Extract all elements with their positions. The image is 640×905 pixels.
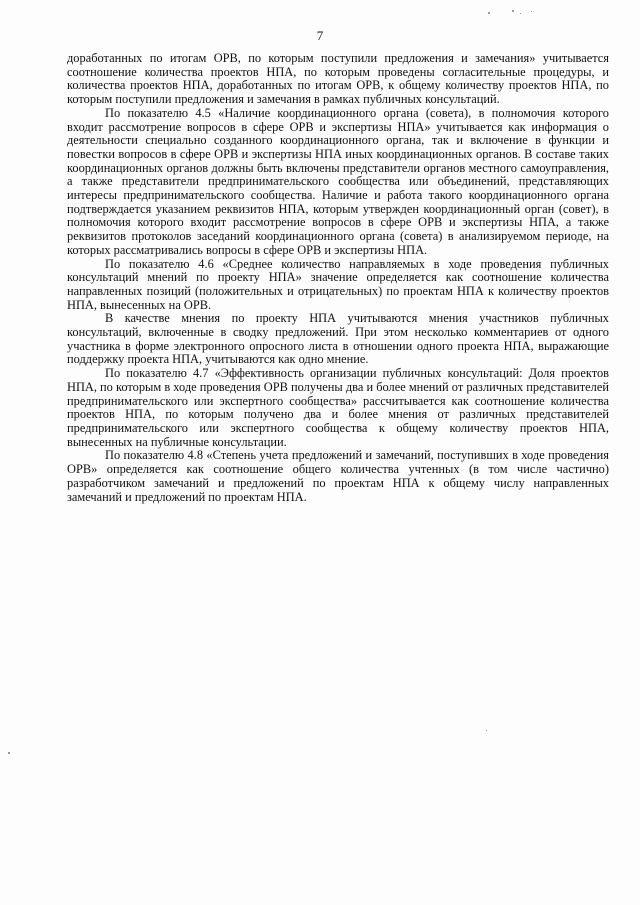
scan-speck [520, 13, 521, 14]
scan-speck [488, 12, 490, 14]
page-number: 7 [316, 28, 324, 43]
paragraph: По показателю 4.6 «Среднее количество направляемых в ходе проведения публичных консультаций мнений по проекту НПА» значение определяется как соотношение количества направленных позиций (положительных и отрицательных) по проектам НПА к количеству проектов НПА, вынесенных на ОРВ. [67, 256, 609, 312]
scan-speck [8, 752, 10, 754]
document-body [67, 52, 609, 504]
paragraph: По показателю 4.8 «Степень учета предложений и замечаний, поступивших в ходе проведения ОРВ» определяется как соотношение общего количества учтенных (в том числе частично) разработчиком замечаний и предложений по проектам НПА к общему числу направленных замечаний и предложений по проектам НПА. [67, 448, 609, 504]
paragraph: В качестве мнения по проекту НПА учитываются мнения участников публичных консультаций, включенные в сводку предложений. При этом несколько комментариев от одного участника в форме электронного опросного листа в отношении одного проекта НПА, выражающие поддержку проекта НПА, учитываются как одно мнение. [67, 311, 609, 367]
paragraph: По показателю 4.5 «Наличие координационного органа (совета), в полномочия которого входит рассмотрение вопросов в сфере ОРВ и экспертизы НПА» учитывается как информация о деятельности специально созданного координационного органа, так и включение в функции и повестки вопросов в сфере ОРВ и экспертизы НПА иных координационных органов. В составе таких координационных органов должны быть включены представители органов местного самоуправления, а также представители предпринимательского сообщества или объединений, представляющих интересы предпринимательского сообщества. Наличие и работа такого координационного органа подтверждается указанием реквизитов НПА, которым утвержден координационный орган (совет), в полномочия которого входит рассмотрение вопросов в сфере ОРВ и экспертизы НПА, а также реквизитов протоколов заседаний координационного органа (совета) в анализируемом периоде, на которых рассматривались вопросы в сфере ОРВ и экспертизы НПА. [67, 105, 609, 257]
paragraph: По показателю 4.7 «Эффективность организации публичных консультаций: Доля проектов НПА, по которым в ходе проведения ОРВ получены два и более мнений от различных представителей предпринимательского или экспертного сообщества» рассчитывается как соотношение количества проектов НПА, по которым получено два и более мнения от различных представителей предпринимательского или экспертного сообщества к общему количеству проектов НПА, вынесенных на публичные консультации. [67, 366, 609, 449]
scan-speck [531, 11, 532, 12]
scan-speck [486, 730, 487, 731]
paragraph: доработанных по итогам ОРВ, по которым поступили предложения и замечания» учитывается соотношение количества проектов НПА, по которым проведены согласительные процедуры, и количества проектов НПА, доработанных по итогам ОРВ, к общему количеству проектов НПА, по которым поступили предложения и замечания в рамках публичных консультаций. [67, 51, 609, 107]
scan-speck [512, 10, 514, 12]
